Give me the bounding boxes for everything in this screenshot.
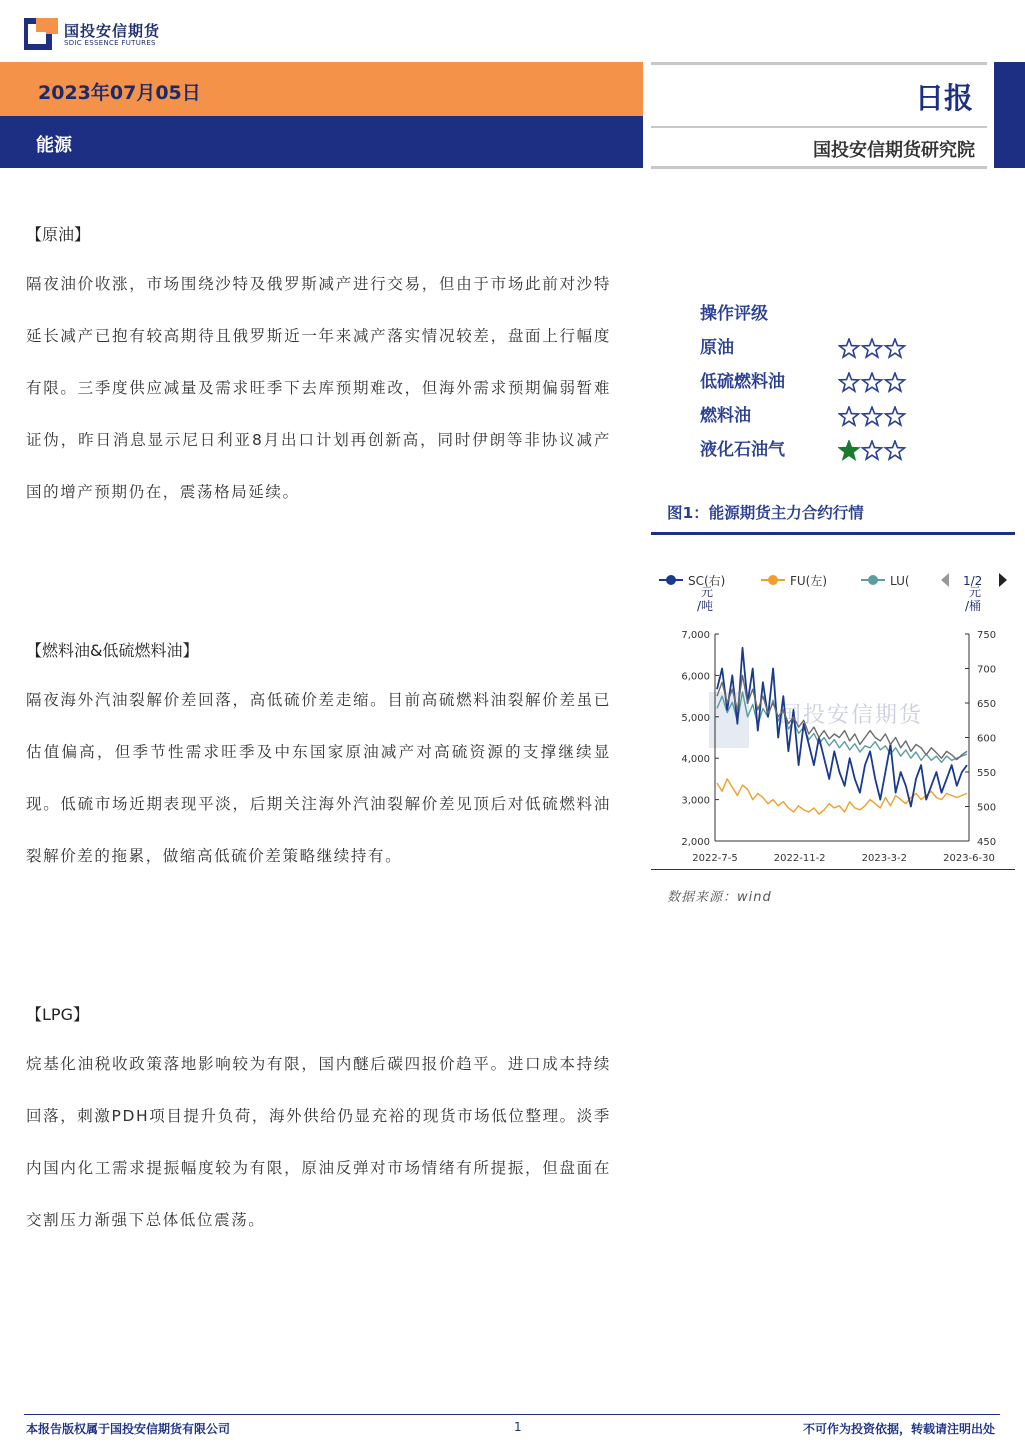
footer-disclaimer: 不可作为投资依据，转载请注明出处 <box>802 1422 995 1436</box>
star-empty-icon <box>839 373 858 391</box>
right-tick-label: 600 <box>977 733 997 745</box>
section-text-lpg: 烷基化油税收政策落地影响较为有限，国内醚后碳四报价趋平。进口成本持续回落，刺激PDH项目提升负荷，海外供给仍显充裕的现货市场低位整理。淡季内国内化工需求提振幅度较为有限，原油反弹对市场情绪有所提振，但盘面在交割压力渐强下总体低位震荡。 <box>26 1055 611 1229</box>
star-empty-icon <box>862 339 881 357</box>
rating-row <box>700 436 960 470</box>
report-date: 2023年07月05日 <box>38 82 201 104</box>
series-line-fu <box>717 779 967 814</box>
legend-page: 1/2 <box>963 574 983 588</box>
legend-label: LU( <box>890 574 910 588</box>
star-empty-icon <box>862 441 881 459</box>
legend-prev-icon <box>941 573 949 587</box>
energy-futures-chart <box>651 560 1015 866</box>
rating-name: 燃料油 <box>700 406 751 426</box>
left-tick-label: 3,000 <box>681 795 710 807</box>
legend-marker <box>868 575 878 585</box>
star-rating <box>838 372 908 394</box>
sector-bar <box>0 116 643 168</box>
x-tick-label: 2022-11-2 <box>773 853 826 864</box>
star-filled-icon <box>839 441 858 459</box>
left-tick-label: 5,000 <box>681 712 710 724</box>
left-axis-unit: /吨 <box>697 599 714 613</box>
right-tick-label: 700 <box>977 664 997 676</box>
footer-copyright: 本报告版权属于国投安信期货有限公司 <box>26 1422 231 1436</box>
legend-marker <box>768 575 778 585</box>
right-tick-label: 750 <box>977 630 997 641</box>
star-empty-icon <box>862 373 881 391</box>
figure-bottom-rule <box>651 869 1015 870</box>
rating-name: 原油 <box>700 338 734 358</box>
legend-next-icon <box>999 573 1007 587</box>
date-bar <box>0 62 643 116</box>
legend-label: FU(左) <box>790 574 828 588</box>
star-empty-icon <box>885 373 904 391</box>
star-empty-icon <box>885 339 904 357</box>
rating-row <box>700 334 960 368</box>
star-empty-icon <box>839 407 858 425</box>
star-empty-icon <box>885 407 904 425</box>
figure-top-rule <box>651 532 1015 535</box>
rating-name: 低硫燃料油 <box>700 372 785 392</box>
right-axis-unit: /桶 <box>965 599 982 613</box>
right-tick-label: 550 <box>977 768 997 779</box>
star-empty-icon <box>885 441 904 459</box>
left-tick-label: 6,000 <box>681 671 710 683</box>
star-rating <box>838 440 908 462</box>
section-title-crude: 【原油】 <box>26 225 91 244</box>
star-empty-icon <box>839 339 858 357</box>
section-text-crude: 隔夜油价收涨，市场围绕沙特及俄罗斯减产进行交易，但由于市场此前对沙特延长减产已抱有较高期待且俄罗斯近一年来减产落实情况较差，盘面上行幅度有限。三季度供应减量及需求旺季下去库预期难改，但海外需求预期偏弱暂难证伪，昨日消息显示尼日利亚8月出口计划再创新高，同时伊朗等非协议减产国的增产预期仍在，震荡格局延续。 <box>26 275 611 501</box>
legend-label: SC(右) <box>688 574 726 588</box>
header-accent-strip <box>994 62 1025 168</box>
header-divider <box>651 126 987 128</box>
x-tick-label: 2022-7-5 <box>692 853 738 864</box>
x-tick-label: 2023-3-2 <box>861 853 908 864</box>
page-number: 1 <box>514 1420 522 1434</box>
company-logo <box>24 16 224 56</box>
right-axis-unit: 元 <box>969 585 982 599</box>
footer-rule <box>24 1414 1000 1415</box>
rating-panel <box>700 300 960 470</box>
report-type: 日报 <box>914 81 973 115</box>
header-divider <box>651 62 987 65</box>
legend-marker <box>666 575 676 585</box>
right-tick-label: 450 <box>977 837 997 848</box>
rating-row <box>700 402 960 436</box>
report-org: 国投安信期货研究院 <box>813 140 975 161</box>
rating-name: 液化石油气 <box>700 440 785 460</box>
logo-mark-icon <box>24 18 58 52</box>
right-tick-label: 500 <box>977 802 997 814</box>
rating-title: 操作评级 <box>700 304 768 324</box>
star-rating <box>838 406 908 428</box>
star-empty-icon <box>862 407 881 425</box>
logo-en-text: SDIC ESSENCE FUTURES <box>64 39 156 47</box>
section-title-fuel-oil: 【燃料油&低硫燃料油】 <box>26 641 199 660</box>
chart-watermark: 国投安信期货 <box>779 703 924 728</box>
section-title-lpg: 【LPG】 <box>26 1005 89 1024</box>
left-axis-unit: 元 <box>701 585 714 599</box>
logo-cn-text: 国投安信期货 <box>64 22 161 40</box>
figure-title: 图1：能源期货主力合约行情 <box>667 504 864 522</box>
left-tick-label: 7,000 <box>681 630 710 641</box>
sector-name: 能源 <box>36 135 72 156</box>
left-tick-label: 2,000 <box>681 837 710 848</box>
figure-source: 数据来源：wind <box>667 890 772 905</box>
right-tick-label: 650 <box>977 699 997 710</box>
rating-row <box>700 368 960 402</box>
left-tick-label: 4,000 <box>681 754 710 766</box>
star-rating <box>838 338 908 360</box>
x-tick-label: 2023-6-30 <box>943 853 995 864</box>
header-divider <box>651 166 987 169</box>
section-text-fuel-oil: 隔夜海外汽油裂解价差回落，高低硫价差走缩。目前高硫燃料油裂解价差虽已估值偏高，但季节性需求旺季及中东国家原油减产对高硫资源的支撑继续显现。低硫市场近期表现平淡，后期关注海外汽油裂解价差见顶后对低硫燃料油裂解价差的拖累，做缩高低硫价差策略继续持有。 <box>26 691 611 865</box>
